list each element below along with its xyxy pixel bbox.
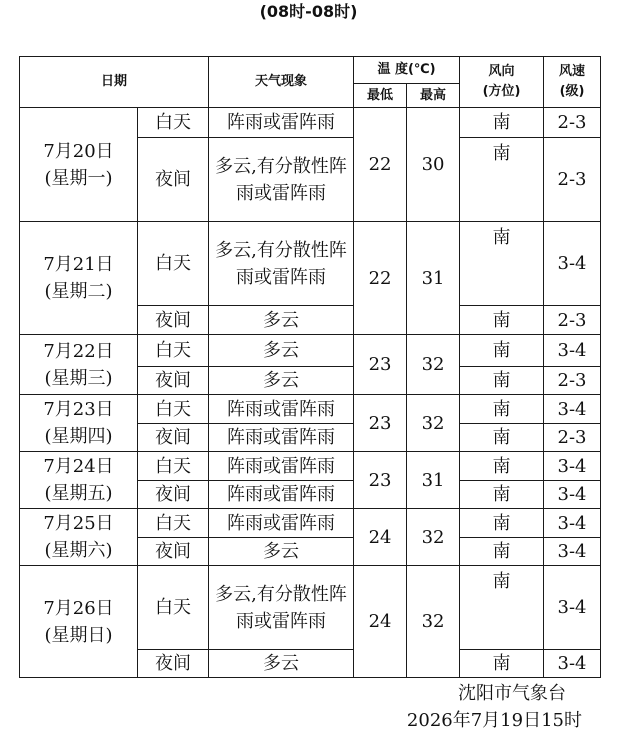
wind-speed-cell: 3-4: [544, 481, 601, 509]
wind-direction-cell: 南: [460, 395, 544, 424]
phenomenon-cell: 阵雨或雷阵雨: [209, 424, 354, 452]
temp-low-cell: 24: [354, 509, 407, 566]
issue-datetime: 2026年7月19日15时: [406, 710, 582, 731]
weekday-text: (星期四): [44, 426, 113, 447]
wind-speed-cell: 3-4: [544, 566, 601, 650]
date-text: 7月25日: [43, 513, 114, 534]
issuer-signature: [407, 680, 582, 734]
period-label: 夜间: [138, 306, 209, 335]
period-label: 夜间: [138, 650, 209, 678]
phenomenon-cell: 阵雨或雷阵雨: [209, 108, 354, 138]
date-cell: [20, 222, 138, 335]
phenomenon-cell: 多云: [209, 650, 354, 678]
weekday-text: (星期二): [44, 281, 113, 302]
phenomenon-cell: 多云: [209, 538, 354, 566]
date-cell: [20, 509, 138, 566]
wind-speed-cell: 3-4: [544, 650, 601, 678]
phenomenon-cell: 多云,有分散性阵雨或雷阵雨: [209, 566, 354, 650]
weekday-text: (星期六): [44, 540, 113, 561]
wind-speed-cell: 3-4: [544, 222, 601, 306]
phenomenon-header: 天气现象: [209, 57, 354, 108]
wind-speed-unit: (级): [559, 84, 585, 99]
date-cell: [20, 452, 138, 509]
temp-high-cell: 32: [407, 509, 460, 566]
weekday-text: (星期五): [44, 483, 113, 504]
temp-low-cell: 22: [354, 222, 407, 335]
wind-direction-cell: 南: [460, 108, 544, 138]
period-label: 白天: [138, 335, 209, 367]
date-text: 7月23日: [43, 399, 114, 420]
phenomenon-cell: 阵雨或雷阵雨: [209, 481, 354, 509]
wind-speed-cell: 2-3: [544, 306, 601, 335]
wind-direction-cell: 南: [460, 306, 544, 335]
period-label: 夜间: [138, 481, 209, 509]
period-label: 白天: [138, 108, 209, 138]
phenomenon-cell: 多云,有分散性阵雨或雷阵雨: [209, 138, 354, 222]
table-row: [20, 108, 601, 138]
date-cell: [20, 395, 138, 452]
phenomenon-cell: 多云: [209, 335, 354, 367]
date-header: 日期: [20, 57, 209, 108]
wind-speed-header: [544, 57, 601, 108]
table-row: [20, 222, 601, 306]
period-label: 白天: [138, 566, 209, 650]
wind-direction-unit: (方位): [482, 84, 521, 99]
wind-speed-cell: 3-4: [544, 509, 601, 538]
wind-direction-cell: 南: [460, 222, 544, 306]
temp-low-cell: 23: [354, 335, 407, 395]
temp-high-cell: 31: [407, 222, 460, 335]
wind-direction-label: 风向: [488, 64, 515, 79]
period-label: 白天: [138, 222, 209, 306]
phenomenon-cell: 多云: [209, 306, 354, 335]
phenomenon-cell: 阵雨或雷阵雨: [209, 509, 354, 538]
temp-low-cell: 24: [354, 566, 407, 678]
temp-high-cell: 30: [407, 108, 460, 222]
weekday-text: (星期三): [44, 367, 113, 389]
wind-direction-cell: 南: [460, 138, 544, 222]
weekday-text: (星期一): [44, 167, 113, 189]
table-row: [20, 509, 601, 538]
wind-speed-cell: 3-4: [544, 395, 601, 424]
period-label: 白天: [138, 452, 209, 481]
date-text: 7月26日: [43, 597, 114, 619]
temp-high-header: 最高: [407, 84, 460, 108]
wind-speed-cell: 2-3: [544, 367, 601, 395]
date-text: 7月24日: [43, 456, 114, 477]
weather-forecast-table: [19, 56, 601, 678]
wind-direction-cell: 南: [460, 424, 544, 452]
wind-direction-header: [460, 57, 544, 108]
wind-direction-cell: 南: [460, 367, 544, 395]
wind-direction-cell: 南: [460, 335, 544, 367]
period-label: 夜间: [138, 367, 209, 395]
forecast-period-title: (08时-08时): [259, 2, 358, 21]
date-text: 7月22日: [43, 340, 114, 362]
weekday-text: (星期日): [44, 624, 113, 646]
table-row: [20, 566, 601, 650]
wind-speed-cell: 2-3: [544, 138, 601, 222]
temperature-header: 温 度(℃): [354, 57, 460, 84]
period-label: 夜间: [138, 138, 209, 222]
date-cell: [20, 566, 138, 678]
period-label: 白天: [138, 395, 209, 424]
temp-high-cell: 32: [407, 335, 460, 395]
phenomenon-cell: 阵雨或雷阵雨: [209, 452, 354, 481]
wind-direction-cell: 南: [460, 538, 544, 566]
date-text: 7月21日: [43, 254, 114, 275]
wind-direction-cell: 南: [460, 481, 544, 509]
wind-speed-cell: 2-3: [544, 108, 601, 138]
date-cell: [20, 108, 138, 222]
table-row: [20, 395, 601, 424]
temp-low-cell: 23: [354, 395, 407, 452]
temp-high-cell: 32: [407, 566, 460, 678]
header-row: [20, 57, 601, 84]
phenomenon-cell: 阵雨或雷阵雨: [209, 395, 354, 424]
issuing-organization: 沈阳市气象台: [458, 683, 566, 704]
date-text: 7月20日: [43, 140, 114, 162]
temp-low-header: 最低: [354, 84, 407, 108]
date-cell: [20, 335, 138, 395]
wind-direction-cell: 南: [460, 566, 544, 650]
period-label: 白天: [138, 509, 209, 538]
wind-speed-cell: 3-4: [544, 452, 601, 481]
temp-high-cell: 32: [407, 395, 460, 452]
wind-speed-label: 风速: [559, 64, 586, 79]
temp-high-cell: 31: [407, 452, 460, 509]
wind-speed-cell: 2-3: [544, 424, 601, 452]
period-label: 夜间: [138, 538, 209, 566]
phenomenon-cell: 多云: [209, 367, 354, 395]
temp-low-cell: 23: [354, 452, 407, 509]
wind-direction-cell: 南: [460, 452, 544, 481]
wind-speed-cell: 3-4: [544, 538, 601, 566]
period-label: 夜间: [138, 424, 209, 452]
phenomenon-cell: 多云,有分散性阵雨或雷阵雨: [209, 222, 354, 306]
wind-speed-cell: 3-4: [544, 335, 601, 367]
wind-direction-cell: 南: [460, 650, 544, 678]
table-row: [20, 335, 601, 367]
temp-low-cell: 22: [354, 108, 407, 222]
wind-direction-cell: 南: [460, 509, 544, 538]
table-row: [20, 452, 601, 481]
